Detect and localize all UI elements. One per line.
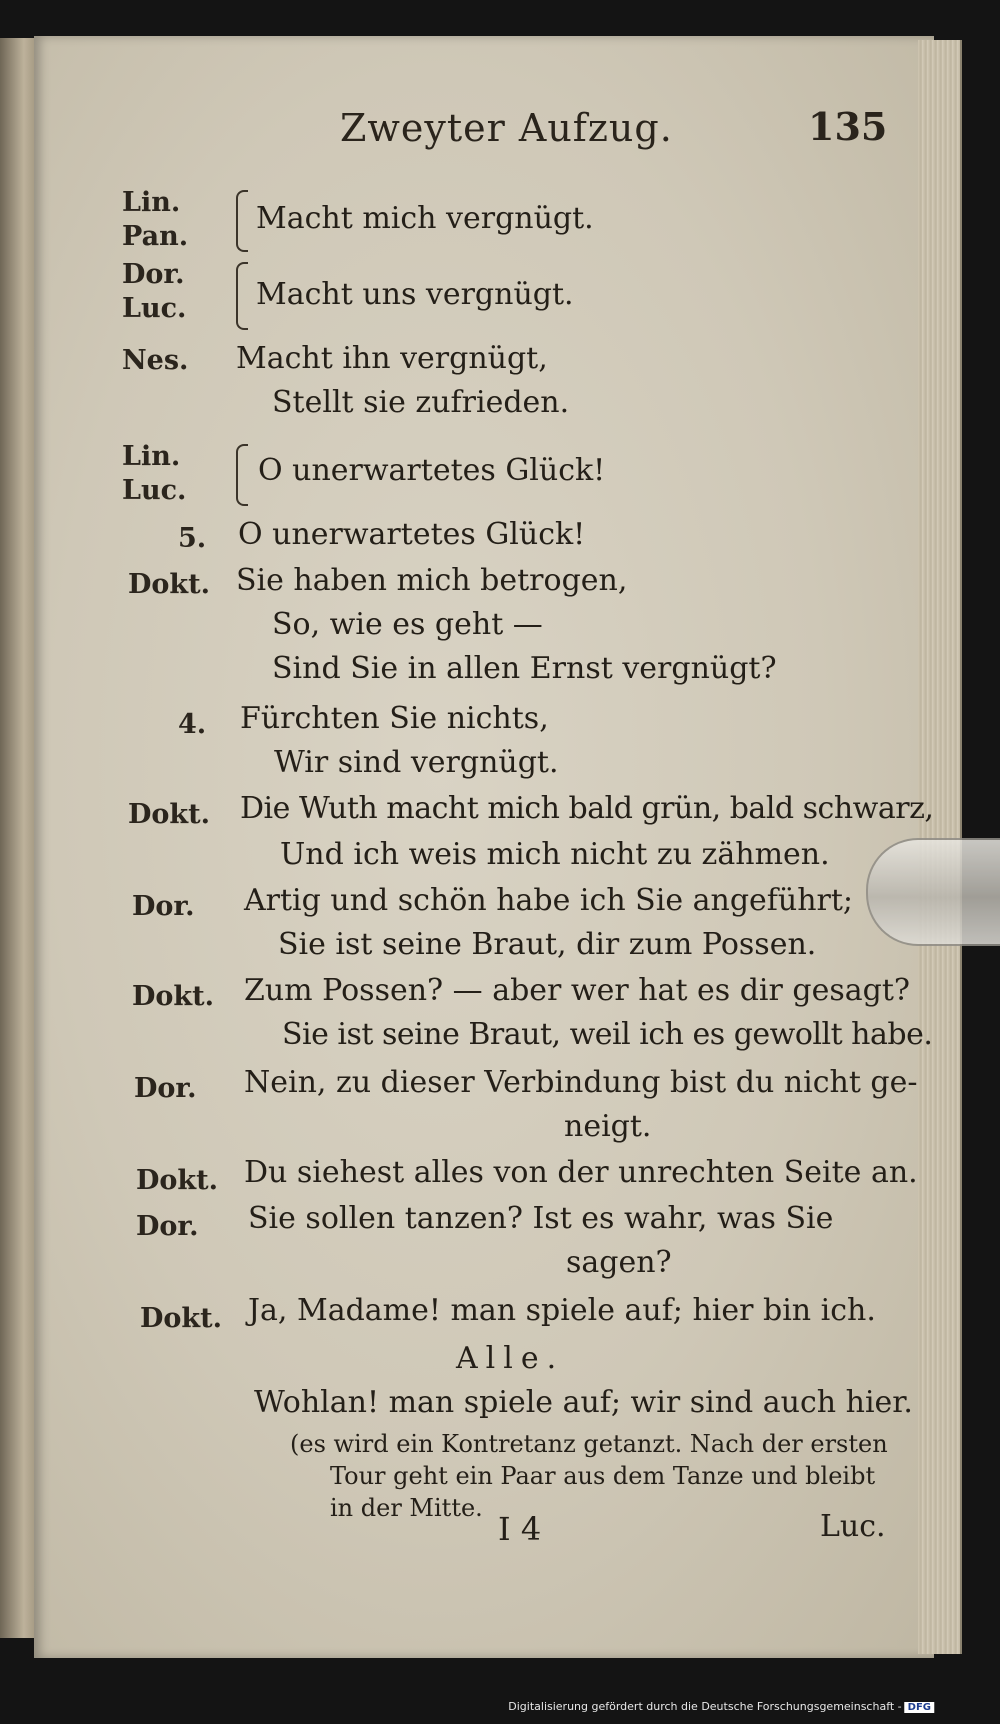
verse-line: Du siehest alles von der unrechten Seite an.	[244, 1155, 918, 1190]
verse-line: Die Wuth macht mich bald grün, bald schwarz,	[240, 791, 934, 826]
verse-line: Artig und schön habe ich Sie angeführt;	[244, 883, 854, 918]
speaker-label: Nes.	[122, 345, 189, 376]
speaker-label: Dor.	[136, 1211, 199, 1242]
speaker-label: Dokt.	[128, 569, 211, 600]
verse-line: sagen?	[566, 1245, 672, 1280]
speaker-label: Dokt.	[140, 1303, 223, 1334]
verse-line: Sie ist seine Braut, weil ich es gewollt habe.	[282, 1017, 933, 1052]
verse-line: O unerwartetes Glück!	[238, 517, 586, 552]
speaker-brace	[236, 190, 248, 252]
speaker-label: 5.	[178, 523, 207, 554]
speaker-label: Dokt.	[136, 1165, 219, 1196]
facing-page-edge	[0, 38, 34, 1638]
verse-line: Und ich weis mich nicht zu zähmen.	[280, 837, 830, 872]
verse-line: Zum Possen? — aber wer hat es dir gesagt?	[244, 973, 910, 1008]
digitization-credit: Digitalisierung gefördert durch die Deutsche Forschungsgemeinschaft - DFG	[508, 1700, 934, 1713]
stage-direction: Tour geht ein Paar aus dem Tanze und bleibt	[330, 1462, 876, 1490]
running-head: Zweyter Aufzug.	[340, 106, 673, 150]
verse-line: Wir sind vergnügt.	[274, 745, 559, 780]
verse-line: Sie ist seine Braut, dir zum Possen.	[278, 927, 817, 962]
verse-line: Macht mich vergnügt.	[256, 201, 594, 236]
verse-line: Sind Sie in allen Ernst vergnügt?	[272, 651, 777, 686]
verse-line: Ja, Madame! man spiele auf; hier bin ich.	[248, 1293, 876, 1328]
stage-direction: in der Mitte.	[330, 1494, 483, 1522]
verse-line: Wohlan! man spiele auf; wir sind auch hier.	[254, 1385, 913, 1420]
verse-line: Macht ihn vergnügt,	[236, 341, 548, 376]
catchword: Luc.	[820, 1509, 886, 1544]
verse-line: Sie sollen tanzen? Ist es wahr, was Sie	[248, 1201, 834, 1236]
stage-direction: (es wird ein Kontretanz getanzt. Nach der ersten	[290, 1430, 888, 1458]
dfg-logo: DFG	[905, 1702, 934, 1713]
verse-line: Macht uns vergnügt.	[256, 277, 574, 312]
page-number: 135	[808, 104, 888, 149]
speaker-brace	[236, 262, 248, 330]
speaker-label: Luc.	[122, 475, 187, 506]
speaker-label: Dor.	[134, 1073, 197, 1104]
speaker-label: Lin.	[122, 441, 181, 472]
verse-line: Nein, zu dieser Verbindung bist du nicht ge-	[244, 1065, 918, 1100]
speaker-label: Luc.	[122, 293, 187, 324]
speaker-label: Dor.	[132, 891, 195, 922]
verse-line: Sie haben mich betrogen,	[236, 563, 628, 598]
speaker-label: Lin.	[122, 187, 181, 218]
verse-line: neigt.	[564, 1109, 652, 1144]
verse-line: O unerwartetes Glück!	[258, 453, 606, 488]
speaker-label: Dokt.	[128, 799, 211, 830]
verse-line: Stellt sie zufrieden.	[272, 385, 570, 420]
speaker-label: Dor.	[122, 259, 185, 290]
signature-mark: I 4	[498, 1510, 542, 1548]
speaker-label: Pan.	[122, 221, 189, 252]
verse-line: Fürchten Sie nichts,	[240, 701, 549, 736]
page-clip	[866, 838, 1000, 946]
verse-line: So, wie es geht —	[272, 607, 543, 642]
speaker-label: Dokt.	[132, 981, 215, 1012]
speaker-label: 4.	[178, 709, 207, 740]
speaker-brace	[236, 444, 248, 506]
chorus-heading: Alle.	[456, 1341, 565, 1376]
